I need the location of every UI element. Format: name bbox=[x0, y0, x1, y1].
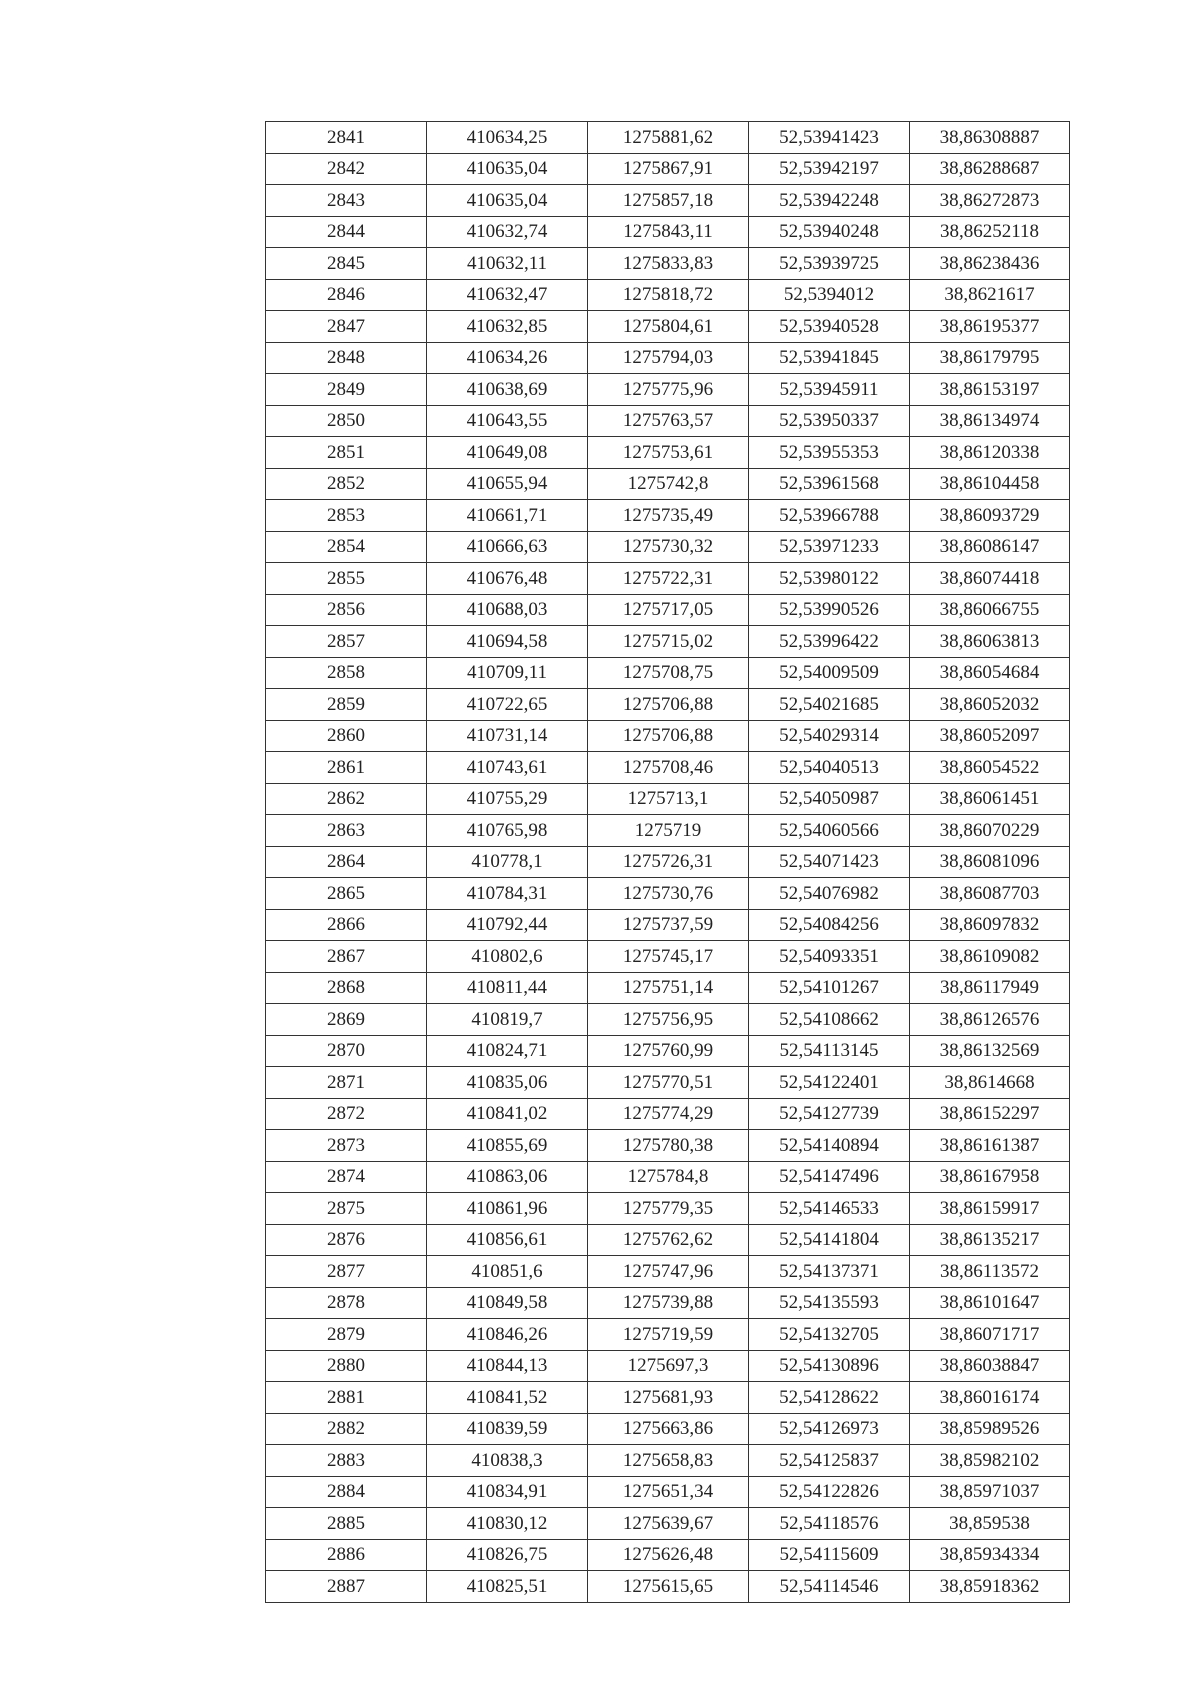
longitude-cell: 38,86288687 bbox=[910, 153, 1070, 185]
coordinates-table-body bbox=[266, 122, 1070, 1603]
point-number-cell: 2848 bbox=[266, 342, 427, 374]
longitude-cell: 38,85971037 bbox=[910, 1476, 1070, 1508]
x-coordinate-cell: 410819,7 bbox=[427, 1004, 588, 1036]
table-row bbox=[266, 1413, 1070, 1445]
y-coordinate-cell: 1275739,88 bbox=[588, 1287, 749, 1319]
x-coordinate-cell: 410784,31 bbox=[427, 878, 588, 910]
longitude-cell: 38,86093729 bbox=[910, 500, 1070, 532]
table-row bbox=[266, 594, 1070, 626]
x-coordinate-cell: 410638,69 bbox=[427, 374, 588, 406]
y-coordinate-cell: 1275719,59 bbox=[588, 1319, 749, 1351]
x-coordinate-cell: 410632,11 bbox=[427, 248, 588, 280]
table-row bbox=[266, 1161, 1070, 1193]
point-number-cell: 2879 bbox=[266, 1319, 427, 1351]
latitude-cell: 52,53996422 bbox=[749, 626, 910, 658]
table-row bbox=[266, 122, 1070, 154]
point-number-cell: 2853 bbox=[266, 500, 427, 532]
x-coordinate-cell: 410655,94 bbox=[427, 468, 588, 500]
latitude-cell: 52,54021685 bbox=[749, 689, 910, 721]
point-number-cell: 2857 bbox=[266, 626, 427, 658]
latitude-cell: 52,54071423 bbox=[749, 846, 910, 878]
longitude-cell: 38,86117949 bbox=[910, 972, 1070, 1004]
point-number-cell: 2869 bbox=[266, 1004, 427, 1036]
y-coordinate-cell: 1275717,05 bbox=[588, 594, 749, 626]
point-number-cell: 2844 bbox=[266, 216, 427, 248]
table-row bbox=[266, 279, 1070, 311]
longitude-cell: 38,8621617 bbox=[910, 279, 1070, 311]
latitude-cell: 52,54141804 bbox=[749, 1224, 910, 1256]
y-coordinate-cell: 1275706,88 bbox=[588, 689, 749, 721]
point-number-cell: 2842 bbox=[266, 153, 427, 185]
longitude-cell: 38,86038847 bbox=[910, 1350, 1070, 1382]
x-coordinate-cell: 410743,61 bbox=[427, 752, 588, 784]
latitude-cell: 52,53945911 bbox=[749, 374, 910, 406]
longitude-cell: 38,86109082 bbox=[910, 941, 1070, 973]
longitude-cell: 38,85982102 bbox=[910, 1445, 1070, 1477]
point-number-cell: 2859 bbox=[266, 689, 427, 721]
table-row bbox=[266, 941, 1070, 973]
longitude-cell: 38,86252118 bbox=[910, 216, 1070, 248]
y-coordinate-cell: 1275751,14 bbox=[588, 972, 749, 1004]
longitude-cell: 38,86161387 bbox=[910, 1130, 1070, 1162]
latitude-cell: 52,54118576 bbox=[749, 1508, 910, 1540]
y-coordinate-cell: 1275726,31 bbox=[588, 846, 749, 878]
y-coordinate-cell: 1275762,62 bbox=[588, 1224, 749, 1256]
y-coordinate-cell: 1275745,17 bbox=[588, 941, 749, 973]
x-coordinate-cell: 410688,03 bbox=[427, 594, 588, 626]
longitude-cell: 38,8614668 bbox=[910, 1067, 1070, 1099]
y-coordinate-cell: 1275818,72 bbox=[588, 279, 749, 311]
table-row bbox=[266, 342, 1070, 374]
x-coordinate-cell: 410792,44 bbox=[427, 909, 588, 941]
longitude-cell: 38,86195377 bbox=[910, 311, 1070, 343]
table-row bbox=[266, 720, 1070, 752]
latitude-cell: 52,53942197 bbox=[749, 153, 910, 185]
point-number-cell: 2845 bbox=[266, 248, 427, 280]
x-coordinate-cell: 410694,58 bbox=[427, 626, 588, 658]
longitude-cell: 38,86016174 bbox=[910, 1382, 1070, 1414]
y-coordinate-cell: 1275775,96 bbox=[588, 374, 749, 406]
latitude-cell: 52,54122401 bbox=[749, 1067, 910, 1099]
table-row bbox=[266, 1319, 1070, 1351]
table-row bbox=[266, 311, 1070, 343]
table-row bbox=[266, 1382, 1070, 1414]
table-row bbox=[266, 752, 1070, 784]
table-row bbox=[266, 972, 1070, 1004]
table-row bbox=[266, 437, 1070, 469]
point-number-cell: 2846 bbox=[266, 279, 427, 311]
x-coordinate-cell: 410634,26 bbox=[427, 342, 588, 374]
table-row bbox=[266, 1350, 1070, 1382]
x-coordinate-cell: 410666,63 bbox=[427, 531, 588, 563]
latitude-cell: 52,54093351 bbox=[749, 941, 910, 973]
y-coordinate-cell: 1275735,49 bbox=[588, 500, 749, 532]
point-number-cell: 2881 bbox=[266, 1382, 427, 1414]
latitude-cell: 52,54147496 bbox=[749, 1161, 910, 1193]
y-coordinate-cell: 1275756,95 bbox=[588, 1004, 749, 1036]
y-coordinate-cell: 1275737,59 bbox=[588, 909, 749, 941]
point-number-cell: 2885 bbox=[266, 1508, 427, 1540]
x-coordinate-cell: 410863,06 bbox=[427, 1161, 588, 1193]
latitude-cell: 52,54040513 bbox=[749, 752, 910, 784]
latitude-cell: 52,54084256 bbox=[749, 909, 910, 941]
y-coordinate-cell: 1275713,1 bbox=[588, 783, 749, 815]
x-coordinate-cell: 410632,85 bbox=[427, 311, 588, 343]
table-row bbox=[266, 909, 1070, 941]
x-coordinate-cell: 410855,69 bbox=[427, 1130, 588, 1162]
point-number-cell: 2886 bbox=[266, 1539, 427, 1571]
point-number-cell: 2876 bbox=[266, 1224, 427, 1256]
y-coordinate-cell: 1275719 bbox=[588, 815, 749, 847]
y-coordinate-cell: 1275867,91 bbox=[588, 153, 749, 185]
longitude-cell: 38,86097832 bbox=[910, 909, 1070, 941]
point-number-cell: 2855 bbox=[266, 563, 427, 595]
table-row bbox=[266, 1193, 1070, 1225]
latitude-cell: 52,53980122 bbox=[749, 563, 910, 595]
x-coordinate-cell: 410838,3 bbox=[427, 1445, 588, 1477]
latitude-cell: 52,54146533 bbox=[749, 1193, 910, 1225]
x-coordinate-cell: 410632,74 bbox=[427, 216, 588, 248]
longitude-cell: 38,86074418 bbox=[910, 563, 1070, 595]
longitude-cell: 38,86070229 bbox=[910, 815, 1070, 847]
longitude-cell: 38,86152297 bbox=[910, 1098, 1070, 1130]
x-coordinate-cell: 410861,96 bbox=[427, 1193, 588, 1225]
table-row bbox=[266, 783, 1070, 815]
table-row bbox=[266, 405, 1070, 437]
x-coordinate-cell: 410765,98 bbox=[427, 815, 588, 847]
latitude-cell: 52,54113145 bbox=[749, 1035, 910, 1067]
latitude-cell: 52,54140894 bbox=[749, 1130, 910, 1162]
table-row bbox=[266, 1571, 1070, 1603]
x-coordinate-cell: 410835,06 bbox=[427, 1067, 588, 1099]
y-coordinate-cell: 1275681,93 bbox=[588, 1382, 749, 1414]
table-row bbox=[266, 1067, 1070, 1099]
table-row bbox=[266, 374, 1070, 406]
table-row bbox=[266, 248, 1070, 280]
table-row bbox=[266, 531, 1070, 563]
point-number-cell: 2852 bbox=[266, 468, 427, 500]
y-coordinate-cell: 1275833,83 bbox=[588, 248, 749, 280]
longitude-cell: 38,86134974 bbox=[910, 405, 1070, 437]
point-number-cell: 2864 bbox=[266, 846, 427, 878]
point-number-cell: 2860 bbox=[266, 720, 427, 752]
latitude-cell: 52,54122826 bbox=[749, 1476, 910, 1508]
point-number-cell: 2877 bbox=[266, 1256, 427, 1288]
longitude-cell: 38,85918362 bbox=[910, 1571, 1070, 1603]
longitude-cell: 38,86061451 bbox=[910, 783, 1070, 815]
point-number-cell: 2865 bbox=[266, 878, 427, 910]
x-coordinate-cell: 410722,65 bbox=[427, 689, 588, 721]
y-coordinate-cell: 1275774,29 bbox=[588, 1098, 749, 1130]
table-row bbox=[266, 1476, 1070, 1508]
longitude-cell: 38,86086147 bbox=[910, 531, 1070, 563]
table-row bbox=[266, 468, 1070, 500]
longitude-cell: 38,86052097 bbox=[910, 720, 1070, 752]
point-number-cell: 2866 bbox=[266, 909, 427, 941]
y-coordinate-cell: 1275658,83 bbox=[588, 1445, 749, 1477]
longitude-cell: 38,86179795 bbox=[910, 342, 1070, 374]
point-number-cell: 2871 bbox=[266, 1067, 427, 1099]
latitude-cell: 52,53939725 bbox=[749, 248, 910, 280]
table-row bbox=[266, 1035, 1070, 1067]
table-row bbox=[266, 626, 1070, 658]
x-coordinate-cell: 410635,04 bbox=[427, 153, 588, 185]
point-number-cell: 2873 bbox=[266, 1130, 427, 1162]
longitude-cell: 38,86120338 bbox=[910, 437, 1070, 469]
latitude-cell: 52,54132705 bbox=[749, 1319, 910, 1351]
longitude-cell: 38,859538 bbox=[910, 1508, 1070, 1540]
y-coordinate-cell: 1275779,35 bbox=[588, 1193, 749, 1225]
longitude-cell: 38,86167958 bbox=[910, 1161, 1070, 1193]
table-row bbox=[266, 153, 1070, 185]
latitude-cell: 52,53950337 bbox=[749, 405, 910, 437]
y-coordinate-cell: 1275794,03 bbox=[588, 342, 749, 374]
x-coordinate-cell: 410824,71 bbox=[427, 1035, 588, 1067]
latitude-cell: 52,54128622 bbox=[749, 1382, 910, 1414]
x-coordinate-cell: 410811,44 bbox=[427, 972, 588, 1004]
y-coordinate-cell: 1275753,61 bbox=[588, 437, 749, 469]
point-number-cell: 2883 bbox=[266, 1445, 427, 1477]
latitude-cell: 52,54127739 bbox=[749, 1098, 910, 1130]
x-coordinate-cell: 410839,59 bbox=[427, 1413, 588, 1445]
point-number-cell: 2884 bbox=[266, 1476, 427, 1508]
latitude-cell: 52,54114546 bbox=[749, 1571, 910, 1603]
y-coordinate-cell: 1275651,34 bbox=[588, 1476, 749, 1508]
y-coordinate-cell: 1275804,61 bbox=[588, 311, 749, 343]
x-coordinate-cell: 410826,75 bbox=[427, 1539, 588, 1571]
latitude-cell: 52,54130896 bbox=[749, 1350, 910, 1382]
y-coordinate-cell: 1275706,88 bbox=[588, 720, 749, 752]
y-coordinate-cell: 1275857,18 bbox=[588, 185, 749, 217]
x-coordinate-cell: 410643,55 bbox=[427, 405, 588, 437]
x-coordinate-cell: 410834,91 bbox=[427, 1476, 588, 1508]
longitude-cell: 38,86135217 bbox=[910, 1224, 1070, 1256]
table-row bbox=[266, 563, 1070, 595]
y-coordinate-cell: 1275708,75 bbox=[588, 657, 749, 689]
latitude-cell: 52,54125837 bbox=[749, 1445, 910, 1477]
table-row bbox=[266, 1539, 1070, 1571]
longitude-cell: 38,86063813 bbox=[910, 626, 1070, 658]
latitude-cell: 52,53971233 bbox=[749, 531, 910, 563]
point-number-cell: 2858 bbox=[266, 657, 427, 689]
table-row bbox=[266, 1256, 1070, 1288]
latitude-cell: 52,5394012 bbox=[749, 279, 910, 311]
table-row bbox=[266, 1508, 1070, 1540]
longitude-cell: 38,86052032 bbox=[910, 689, 1070, 721]
x-coordinate-cell: 410849,58 bbox=[427, 1287, 588, 1319]
table-row bbox=[266, 1004, 1070, 1036]
longitude-cell: 38,86132569 bbox=[910, 1035, 1070, 1067]
y-coordinate-cell: 1275780,38 bbox=[588, 1130, 749, 1162]
x-coordinate-cell: 410661,71 bbox=[427, 500, 588, 532]
x-coordinate-cell: 410841,52 bbox=[427, 1382, 588, 1414]
x-coordinate-cell: 410731,14 bbox=[427, 720, 588, 752]
latitude-cell: 52,54137371 bbox=[749, 1256, 910, 1288]
longitude-cell: 38,86101647 bbox=[910, 1287, 1070, 1319]
longitude-cell: 38,86081096 bbox=[910, 846, 1070, 878]
longitude-cell: 38,86238436 bbox=[910, 248, 1070, 280]
x-coordinate-cell: 410856,61 bbox=[427, 1224, 588, 1256]
point-number-cell: 2887 bbox=[266, 1571, 427, 1603]
y-coordinate-cell: 1275881,62 bbox=[588, 122, 749, 154]
x-coordinate-cell: 410825,51 bbox=[427, 1571, 588, 1603]
table-row bbox=[266, 689, 1070, 721]
x-coordinate-cell: 410844,13 bbox=[427, 1350, 588, 1382]
point-number-cell: 2841 bbox=[266, 122, 427, 154]
table-row bbox=[266, 1130, 1070, 1162]
table-row bbox=[266, 1287, 1070, 1319]
y-coordinate-cell: 1275747,96 bbox=[588, 1256, 749, 1288]
latitude-cell: 52,53940528 bbox=[749, 311, 910, 343]
point-number-cell: 2849 bbox=[266, 374, 427, 406]
point-number-cell: 2872 bbox=[266, 1098, 427, 1130]
x-coordinate-cell: 410676,48 bbox=[427, 563, 588, 595]
coordinates-table bbox=[265, 121, 1070, 1603]
y-coordinate-cell: 1275663,86 bbox=[588, 1413, 749, 1445]
point-number-cell: 2850 bbox=[266, 405, 427, 437]
point-number-cell: 2867 bbox=[266, 941, 427, 973]
longitude-cell: 38,86153197 bbox=[910, 374, 1070, 406]
latitude-cell: 52,53942248 bbox=[749, 185, 910, 217]
latitude-cell: 52,54126973 bbox=[749, 1413, 910, 1445]
latitude-cell: 52,53941845 bbox=[749, 342, 910, 374]
y-coordinate-cell: 1275730,32 bbox=[588, 531, 749, 563]
x-coordinate-cell: 410841,02 bbox=[427, 1098, 588, 1130]
point-number-cell: 2874 bbox=[266, 1161, 427, 1193]
latitude-cell: 52,54135593 bbox=[749, 1287, 910, 1319]
y-coordinate-cell: 1275742,8 bbox=[588, 468, 749, 500]
y-coordinate-cell: 1275763,57 bbox=[588, 405, 749, 437]
x-coordinate-cell: 410851,6 bbox=[427, 1256, 588, 1288]
longitude-cell: 38,85989526 bbox=[910, 1413, 1070, 1445]
latitude-cell: 52,53940248 bbox=[749, 216, 910, 248]
latitude-cell: 52,54115609 bbox=[749, 1539, 910, 1571]
y-coordinate-cell: 1275715,02 bbox=[588, 626, 749, 658]
longitude-cell: 38,86104458 bbox=[910, 468, 1070, 500]
table-row bbox=[266, 815, 1070, 847]
point-number-cell: 2851 bbox=[266, 437, 427, 469]
y-coordinate-cell: 1275639,67 bbox=[588, 1508, 749, 1540]
point-number-cell: 2854 bbox=[266, 531, 427, 563]
x-coordinate-cell: 410649,08 bbox=[427, 437, 588, 469]
y-coordinate-cell: 1275760,99 bbox=[588, 1035, 749, 1067]
x-coordinate-cell: 410830,12 bbox=[427, 1508, 588, 1540]
x-coordinate-cell: 410634,25 bbox=[427, 122, 588, 154]
latitude-cell: 52,53941423 bbox=[749, 122, 910, 154]
y-coordinate-cell: 1275697,3 bbox=[588, 1350, 749, 1382]
longitude-cell: 38,85934334 bbox=[910, 1539, 1070, 1571]
y-coordinate-cell: 1275615,65 bbox=[588, 1571, 749, 1603]
x-coordinate-cell: 410802,6 bbox=[427, 941, 588, 973]
latitude-cell: 52,54060566 bbox=[749, 815, 910, 847]
point-number-cell: 2878 bbox=[266, 1287, 427, 1319]
latitude-cell: 52,53955353 bbox=[749, 437, 910, 469]
longitude-cell: 38,86308887 bbox=[910, 122, 1070, 154]
latitude-cell: 52,54101267 bbox=[749, 972, 910, 1004]
longitude-cell: 38,86071717 bbox=[910, 1319, 1070, 1351]
longitude-cell: 38,86054684 bbox=[910, 657, 1070, 689]
table-row bbox=[266, 878, 1070, 910]
point-number-cell: 2843 bbox=[266, 185, 427, 217]
x-coordinate-cell: 410709,11 bbox=[427, 657, 588, 689]
table-row bbox=[266, 216, 1070, 248]
table-row bbox=[266, 846, 1070, 878]
table-row bbox=[266, 657, 1070, 689]
longitude-cell: 38,86054522 bbox=[910, 752, 1070, 784]
latitude-cell: 52,54076982 bbox=[749, 878, 910, 910]
point-number-cell: 2856 bbox=[266, 594, 427, 626]
point-number-cell: 2870 bbox=[266, 1035, 427, 1067]
table-row bbox=[266, 1098, 1070, 1130]
latitude-cell: 52,53961568 bbox=[749, 468, 910, 500]
latitude-cell: 52,53990526 bbox=[749, 594, 910, 626]
table-row bbox=[266, 1445, 1070, 1477]
longitude-cell: 38,86126576 bbox=[910, 1004, 1070, 1036]
latitude-cell: 52,54009509 bbox=[749, 657, 910, 689]
point-number-cell: 2868 bbox=[266, 972, 427, 1004]
longitude-cell: 38,86087703 bbox=[910, 878, 1070, 910]
y-coordinate-cell: 1275722,31 bbox=[588, 563, 749, 595]
latitude-cell: 52,54050987 bbox=[749, 783, 910, 815]
point-number-cell: 2847 bbox=[266, 311, 427, 343]
longitude-cell: 38,86066755 bbox=[910, 594, 1070, 626]
table-row bbox=[266, 500, 1070, 532]
y-coordinate-cell: 1275626,48 bbox=[588, 1539, 749, 1571]
longitude-cell: 38,86113572 bbox=[910, 1256, 1070, 1288]
longitude-cell: 38,86159917 bbox=[910, 1193, 1070, 1225]
y-coordinate-cell: 1275730,76 bbox=[588, 878, 749, 910]
x-coordinate-cell: 410778,1 bbox=[427, 846, 588, 878]
x-coordinate-cell: 410846,26 bbox=[427, 1319, 588, 1351]
point-number-cell: 2861 bbox=[266, 752, 427, 784]
y-coordinate-cell: 1275843,11 bbox=[588, 216, 749, 248]
point-number-cell: 2875 bbox=[266, 1193, 427, 1225]
point-number-cell: 2880 bbox=[266, 1350, 427, 1382]
y-coordinate-cell: 1275708,46 bbox=[588, 752, 749, 784]
longitude-cell: 38,86272873 bbox=[910, 185, 1070, 217]
point-number-cell: 2862 bbox=[266, 783, 427, 815]
x-coordinate-cell: 410755,29 bbox=[427, 783, 588, 815]
point-number-cell: 2863 bbox=[266, 815, 427, 847]
point-number-cell: 2882 bbox=[266, 1413, 427, 1445]
table-row bbox=[266, 185, 1070, 217]
latitude-cell: 52,54108662 bbox=[749, 1004, 910, 1036]
table-row bbox=[266, 1224, 1070, 1256]
x-coordinate-cell: 410632,47 bbox=[427, 279, 588, 311]
x-coordinate-cell: 410635,04 bbox=[427, 185, 588, 217]
latitude-cell: 52,54029314 bbox=[749, 720, 910, 752]
y-coordinate-cell: 1275770,51 bbox=[588, 1067, 749, 1099]
latitude-cell: 52,53966788 bbox=[749, 500, 910, 532]
y-coordinate-cell: 1275784,8 bbox=[588, 1161, 749, 1193]
